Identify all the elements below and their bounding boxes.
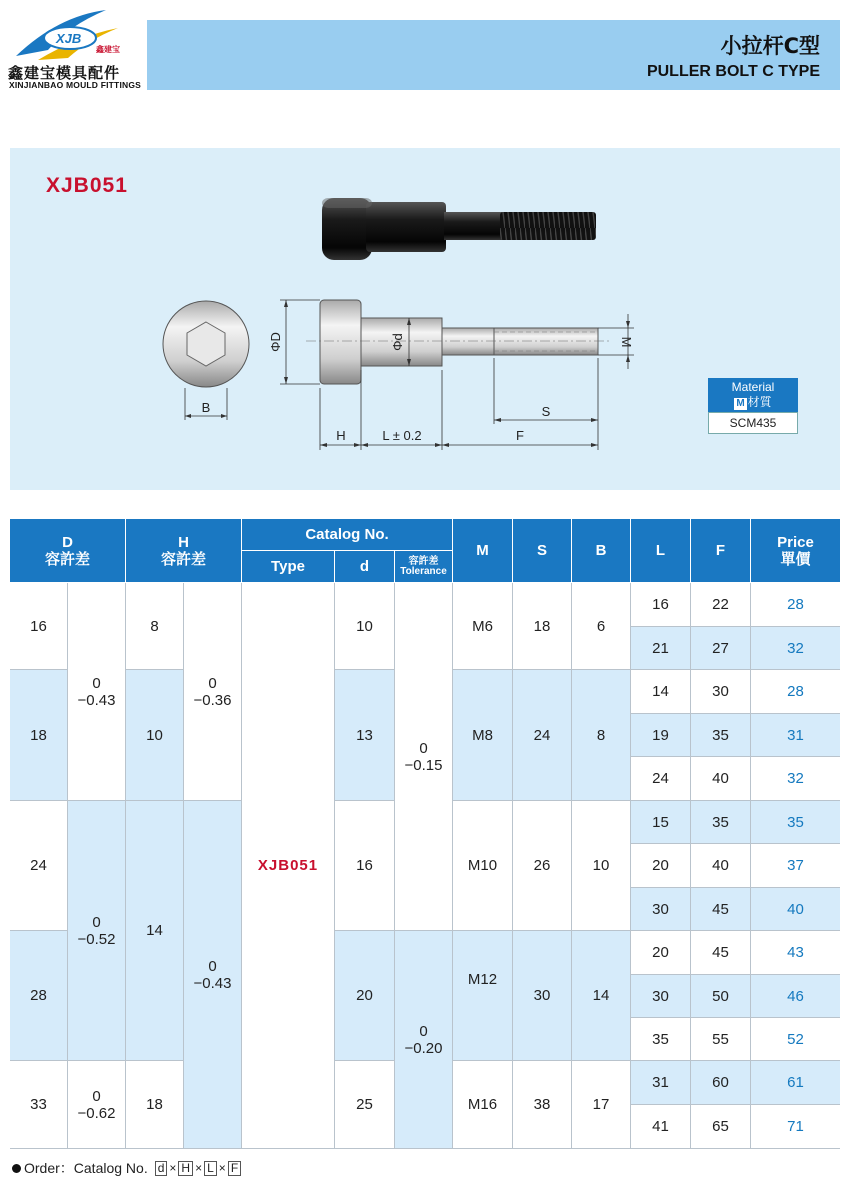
cell-D-tolerance <box>68 583 126 801</box>
cell-B: 8 <box>572 670 631 801</box>
tol-upper: 0 <box>92 674 101 692</box>
cell-L: 24 <box>631 757 691 801</box>
cell-M: M6 <box>453 583 513 670</box>
cell-F: 35 <box>691 801 751 844</box>
cell-F: 27 <box>691 627 751 670</box>
cell-M: M10 <box>453 801 513 931</box>
cell-D: 16 <box>10 583 68 670</box>
tol-upper: 0 <box>419 1022 428 1040</box>
cell-type: XJB051 <box>242 583 335 1149</box>
tol-lower: −0.43 <box>77 691 116 709</box>
cell-M: M16 <box>453 1061 513 1149</box>
header-catalog: Catalog No. <box>242 519 453 551</box>
header-M: M <box>453 519 513 583</box>
cell-S: 38 <box>513 1061 572 1149</box>
page-title-cn: 小拉杆C型 <box>720 34 820 58</box>
cell-H: 8 <box>126 583 184 670</box>
header-price-en: Price <box>777 533 814 551</box>
cell-L: 21 <box>631 627 691 670</box>
logo-sub-text: 鑫建宝 <box>96 45 120 54</box>
order-part: L <box>204 1161 217 1176</box>
cell-D: 24 <box>10 801 68 931</box>
header-S: S <box>513 519 572 583</box>
material-box <box>708 378 798 434</box>
cell-S: 18 <box>513 583 572 670</box>
header-tolerance <box>395 551 453 583</box>
cell-price: 37 <box>751 844 840 888</box>
header-D <box>10 519 126 583</box>
cell-F: 35 <box>691 714 751 757</box>
cell-F: 50 <box>691 975 751 1018</box>
material-label-cn: 材質 <box>747 395 772 409</box>
tol-upper: 0 <box>92 913 101 931</box>
cell-H: 10 <box>126 670 184 801</box>
cell-F: 60 <box>691 1061 751 1105</box>
header-band <box>147 20 840 90</box>
cell-L: 19 <box>631 714 691 757</box>
cell-B: 14 <box>572 931 631 1061</box>
cell-L: 15 <box>631 801 691 844</box>
spec-table <box>10 519 840 1149</box>
cell-S: 30 <box>513 931 572 1061</box>
tol-upper: 0 <box>208 674 217 692</box>
cell-price: 46 <box>751 975 840 1018</box>
tol-lower: −0.20 <box>404 1039 443 1057</box>
material-badge: M <box>736 398 745 409</box>
cell-D-tolerance <box>68 1061 126 1149</box>
cell-d: 13 <box>335 670 395 801</box>
cell-H-tolerance <box>184 583 242 801</box>
cell-d-tolerance <box>395 931 453 1149</box>
cell-B: 10 <box>572 801 631 931</box>
tol-upper: 0 <box>419 739 428 757</box>
cell-d: 20 <box>335 931 395 1061</box>
cell-L: 30 <box>631 975 691 1018</box>
header-L: L <box>631 519 691 583</box>
dim-D-label: ΦD <box>268 332 283 352</box>
logo-text: XJB <box>56 31 82 46</box>
cell-d: 10 <box>335 583 395 670</box>
cell-D-tolerance <box>68 801 126 1061</box>
header-D-tol: 容許差 <box>44 550 90 568</box>
tol-lower: −0.62 <box>77 1104 116 1122</box>
cell-L: 14 <box>631 670 691 714</box>
cell-D: 33 <box>10 1061 68 1149</box>
cell-price: 35 <box>751 801 840 844</box>
cell-M: M12 <box>453 931 513 1061</box>
page-title-en: PULLER BOLT C TYPE <box>646 63 820 80</box>
tol-lower: −0.52 <box>77 930 116 948</box>
cell-L: 20 <box>631 844 691 888</box>
cell-D: 28 <box>10 931 68 1061</box>
header-B: B <box>572 519 631 583</box>
order-part: F <box>228 1161 241 1176</box>
cell-B: 6 <box>572 583 631 670</box>
dim-S-label: S <box>541 404 551 419</box>
technical-drawing <box>10 148 840 490</box>
order-sep: × <box>218 1161 226 1175</box>
brand-name-en: XINJIANBAO MOULD FITTINGS <box>9 80 142 90</box>
cell-price: 43 <box>751 931 840 975</box>
cell-L: 35 <box>631 1018 691 1061</box>
cell-d: 16 <box>335 801 395 931</box>
header-type: Type <box>242 551 335 583</box>
dim-F-label: F <box>516 428 524 443</box>
bolt-photo <box>322 198 596 260</box>
header-price-cn: 單價 <box>780 550 811 568</box>
order-sep: × <box>169 1161 177 1175</box>
tol-lower: −0.43 <box>193 974 232 992</box>
order-label: Order：Catalog No. <box>24 1160 148 1176</box>
cell-price: 31 <box>751 714 840 757</box>
cell-M: M8 <box>453 670 513 801</box>
cell-F: 30 <box>691 670 751 714</box>
header-tol-cn: 容許差 <box>408 555 439 567</box>
order-sep: × <box>195 1161 203 1175</box>
header-H-label: H <box>178 533 189 551</box>
dim-M-label: M <box>619 336 634 348</box>
header-D-label: D <box>62 533 73 551</box>
material-value: SCM435 <box>708 412 798 434</box>
header-price <box>751 519 840 583</box>
brand-name-cn: 鑫建宝模具配件 <box>8 64 121 82</box>
material-label-cn-row <box>708 395 798 410</box>
material-header <box>708 378 798 412</box>
cell-price: 28 <box>751 583 840 627</box>
order-line <box>12 1158 242 1178</box>
cell-L: 16 <box>631 583 691 627</box>
cell-d-tolerance <box>395 583 453 931</box>
header-H <box>126 519 242 583</box>
bullet-icon <box>12 1164 21 1173</box>
drawing-panel <box>10 148 840 490</box>
cell-F: 40 <box>691 844 751 888</box>
dim-B-label: B <box>201 400 211 415</box>
tol-upper: 0 <box>208 957 217 975</box>
cell-price: 32 <box>751 627 840 670</box>
header-F: F <box>691 519 751 583</box>
tol-lower: −0.36 <box>193 691 232 709</box>
cell-price: 52 <box>751 1018 840 1061</box>
cell-F: 65 <box>691 1105 751 1149</box>
header-H-tol: 容許差 <box>160 550 206 568</box>
cell-H-tolerance <box>184 801 242 1149</box>
dim-d-label: Φd <box>390 333 405 351</box>
cell-L: 41 <box>631 1105 691 1149</box>
cell-F: 22 <box>691 583 751 627</box>
cell-price: 32 <box>751 757 840 801</box>
side-view <box>280 300 634 450</box>
tol-upper: 0 <box>92 1087 101 1105</box>
cell-S: 24 <box>513 670 572 801</box>
cell-L: 30 <box>631 888 691 931</box>
product-code: XJB051 <box>46 174 128 197</box>
cell-F: 55 <box>691 1018 751 1061</box>
cell-H: 18 <box>126 1061 184 1149</box>
cell-B: 17 <box>572 1061 631 1149</box>
cell-S: 26 <box>513 801 572 931</box>
header-tol-en: Tolerance <box>400 565 447 577</box>
cell-price: 71 <box>751 1105 840 1149</box>
cell-F: 40 <box>691 757 751 801</box>
cell-L: 31 <box>631 1061 691 1105</box>
cell-H: 14 <box>126 801 184 1061</box>
logo-swoosh-icon <box>8 6 138 66</box>
cell-D: 18 <box>10 670 68 801</box>
order-part: H <box>178 1161 193 1176</box>
cell-price: 40 <box>751 888 840 931</box>
header-d: d <box>335 551 395 583</box>
dim-H-label: H <box>336 428 346 443</box>
cell-price: 61 <box>751 1061 840 1105</box>
order-part: d <box>155 1161 168 1176</box>
cell-L: 20 <box>631 931 691 975</box>
tol-lower: −0.15 <box>404 756 443 774</box>
cell-F: 45 <box>691 888 751 931</box>
cell-F: 45 <box>691 931 751 975</box>
cell-d: 25 <box>335 1061 395 1149</box>
cell-price: 28 <box>751 670 840 714</box>
material-label-en: Material <box>731 380 775 394</box>
dim-L-label: L ± 0.2 <box>382 428 422 443</box>
